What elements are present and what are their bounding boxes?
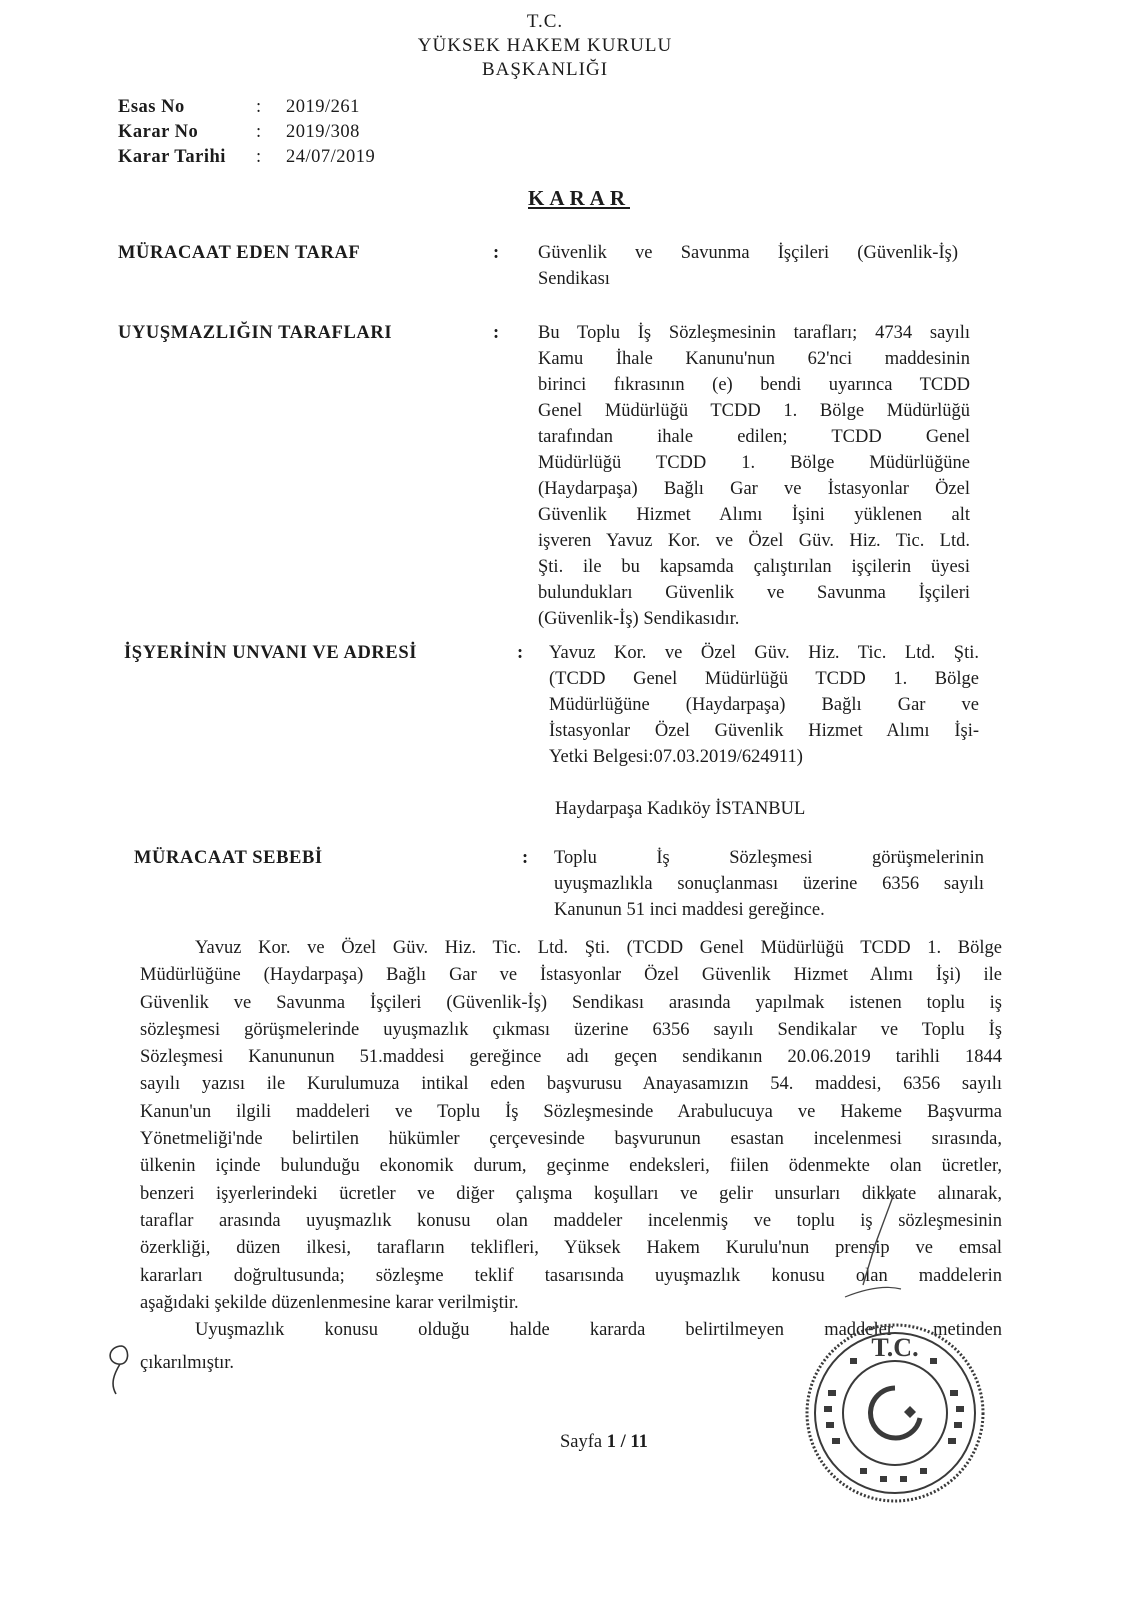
value-line: Yavuz Kor. ve Özel Güv. Hiz. Tic. Ltd. Şti. [549,643,979,663]
separator: : [493,323,500,343]
body-line: Yönetmeliği'nde belirtilen hükümler çerçevesinde başvurunun esastan incelenmesi sırasında, [140,1129,1002,1150]
body-line: Kanun'un ilgili maddeleri ve Toplu İş Sözleşmesinde Arabulucuya ve Hakeme Başvurma [140,1101,1002,1122]
value-line: Bu Toplu İş Sözleşmesinin tarafları; 4734 sayılı [538,323,970,343]
body-line: özerkliği, düzen ilkesi, tarafların teklifleri, Yüksek Hakem Kurulu'nun prensip ve emsal [140,1238,1002,1259]
value-line: (Haydarpaşa) Bağlı Gar ve İstasyonlar Özel [538,479,970,499]
decision-body [140,935,1002,1378]
esas-no-value: 2019/261 [286,97,360,117]
karar-no-value: 2019/308 [286,122,360,142]
body-line: Güvenlik ve Savunma İşçileri (Güvenlik-İş) Sendikası arasında yapılmak istenen toplu iş [140,992,1002,1013]
value-line: Sendikası [538,269,610,289]
header-institution-name: YÜKSEK HAKEM KURULU [417,35,673,56]
page-footer [560,1432,648,1453]
value-line: Yetki Belgesi:07.03.2019/624911) [549,747,803,767]
section-value [538,320,970,632]
value-line: Kanunun 51 inci maddesi gereğince. [554,900,825,920]
header-tc: T.C. [526,11,564,32]
value-line: Güvenlik ve Savunma İşçileri (Güvenlik-İş) [538,243,958,263]
separator: : [517,643,524,663]
section-label: MÜRACAAT EDEN TARAF [118,243,361,263]
body-line: taraflar arasında uyuşmazlık konusu olan maddeler incelenmiş ve toplu iş sözleşmesinin [140,1210,1002,1231]
page-number: 1 / 11 [606,1432,648,1452]
value-line: Müdürlüğüne (Haydarpaşa) Bağlı Gar ve [549,695,979,715]
value-line: Müdürlüğü TCDD 1. Bölge Müdürlüğüne [538,453,970,473]
stamp-text: T.C. [871,1333,919,1362]
institution-header [395,10,695,82]
separator: : [493,243,500,263]
separator: : [256,122,262,142]
body-line: kararları doğrultusunda; sözleşme teklif tasarısında uyuşmazlık konusu olan maddelerin [140,1265,1002,1286]
separator: : [522,848,529,868]
value-line: bulundukları Güvenlik ve Savunma İşçileri [538,583,970,603]
body-line: Uyuşmazlık konusu olduğu halde kararda belirtilmeyen maddeler metinden [195,1320,1002,1341]
case-meta [118,95,375,170]
karar-no-row [118,120,375,145]
address-line: Haydarpaşa Kadıköy İSTANBUL [555,799,806,819]
separator: : [256,147,262,167]
value-line: Kamu İhale Kanunu'nun 62'nci maddesinin [538,349,970,369]
value-line: uyuşmazlıkla sonuçlanması üzerine 6356 sayılı [554,874,984,894]
esas-no-row [118,95,375,120]
section-label: İŞYERİNİN UNVANI VE ADRESİ [124,643,418,663]
section-value [554,845,984,923]
karar-tarihi-label: Karar Tarihi [118,147,226,167]
value-line: birinci fıkrasının (e) bendi uyarınca TCDD [538,375,970,395]
official-seal-stamp [800,1318,990,1508]
karar-tarihi-row [118,145,375,170]
value-line: Genel Müdürlüğü TCDD 1. Bölge Müdürlüğü [538,401,970,421]
page-label: Sayfa [560,1432,603,1452]
separator: : [256,97,262,117]
value-line: tarafından ihale edilen; TCDD Genel [538,427,970,447]
document-title: KARAR [528,186,630,210]
value-line: Güvenlik Hizmet Alımı İşini yüklenen alt [538,505,970,525]
section-value [549,640,979,822]
body-line: Müdürlüğüne (Haydarpaşa) Bağlı Gar ve İstasyonlar Özel Güvenlik Hizmet Alımı İşi) ile [140,965,1002,986]
karar-tarihi-value: 24/07/2019 [286,147,376,167]
handwritten-initial-icon [100,1338,140,1398]
value-line: (Güvenlik-İş) Sendikasıdır. [538,609,740,629]
karar-no-label: Karar No [118,122,199,142]
esas-no-label: Esas No [118,97,185,117]
body-line: aşağıdaki şekilde düzenlenmesine karar verilmiştir. [140,1292,519,1313]
body-line: Sözleşmesi Kanununun 51.maddesi gereğince adı geçen sendikanın 20.06.2019 tarihli 1844 [140,1047,1002,1068]
section-label: MÜRACAAT SEBEBİ [134,848,323,868]
value-line: Şti. ile bu kapsamda çalıştırılan işçilerin üyesi [538,557,970,577]
body-line: sayılı yazısı ile Kurulumuza intikal eden başvurusu Anayasamızın 54. maddesi, 6356 sayılı [140,1074,1002,1095]
value-line: Toplu İş Sözleşmesi görüşmelerinin [554,848,984,868]
section-value [538,240,958,292]
body-line: ülkenin içinde bulunduğu ekonomik durum, geçinme endeksleri, fiilen ödenmekte olan ücretler, [140,1156,1002,1177]
header-presidency: BAŞKANLIĞI [481,59,609,80]
value-line: İstasyonlar Özel Güvenlik Hizmet Alımı İşi- [549,721,979,741]
body-line: sözleşmesi görüşmelerinde uyuşmazlık çıkması üzerine 6356 sayılı Sendikalar ve Toplu İş [140,1019,1002,1040]
body-line: çıkarılmıştır. [140,1353,235,1374]
body-line: benzeri işyerlerindeki ücretler ve diğer çalışma koşulları ve gelir unsurları dikkate alınarak, [140,1183,1002,1204]
value-line: (TCDD Genel Müdürlüğü TCDD 1. Bölge [549,669,979,689]
pen-stroke-icon [835,1185,905,1305]
section-label: UYUŞMAZLIĞIN TARAFLARI [118,323,393,343]
value-line: işveren Yavuz Kor. ve Özel Güv. Hiz. Tic. Ltd. [538,531,970,551]
body-line: Yavuz Kor. ve Özel Güv. Hiz. Tic. Ltd. Şti. (TCDD Genel Müdürlüğü TCDD 1. Bölge [195,938,1002,958]
